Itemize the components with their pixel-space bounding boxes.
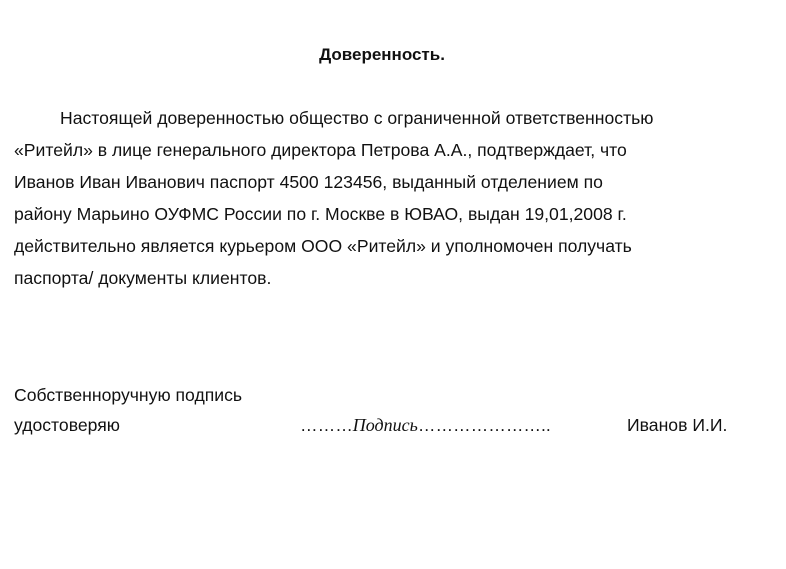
document-body: [14, 102, 774, 294]
signature-row: [14, 410, 774, 440]
body-line: действительно является курьером ООО «Ритейл» и уполномочен получать: [14, 236, 632, 256]
body-line: району Марьино ОУФМС России по г. Москве в ЮВАО, выдан 19,01,2008 г.: [14, 204, 627, 224]
signature-line: [300, 410, 551, 440]
signature-label-line1: Собственноручную подпись: [14, 385, 243, 405]
signature-dots-before: ………: [300, 415, 353, 435]
body-line: Иванов Иван Иванович паспорт 4500 123456, выданный отделением по: [14, 172, 603, 192]
signature-dots-after: …………………..: [417, 415, 551, 435]
body-line: «Ритейл» в лице генерального директора Петрова А.А., подтверждает, что: [14, 140, 627, 160]
signatory-name: Иванов И.И.: [627, 415, 728, 435]
signature-block: [14, 380, 774, 440]
body-line: Настоящей доверенностью общество с ограниченной ответственностью: [60, 108, 654, 128]
signature-handwriting: Подпись: [352, 415, 418, 435]
document-title: [0, 45, 786, 65]
document-title-text: Доверенность.: [319, 45, 445, 64]
body-line: паспорта/ документы клиентов.: [14, 268, 272, 288]
signature-label-row: [14, 380, 774, 410]
signature-label-line2: удостоверяю: [14, 415, 120, 435]
